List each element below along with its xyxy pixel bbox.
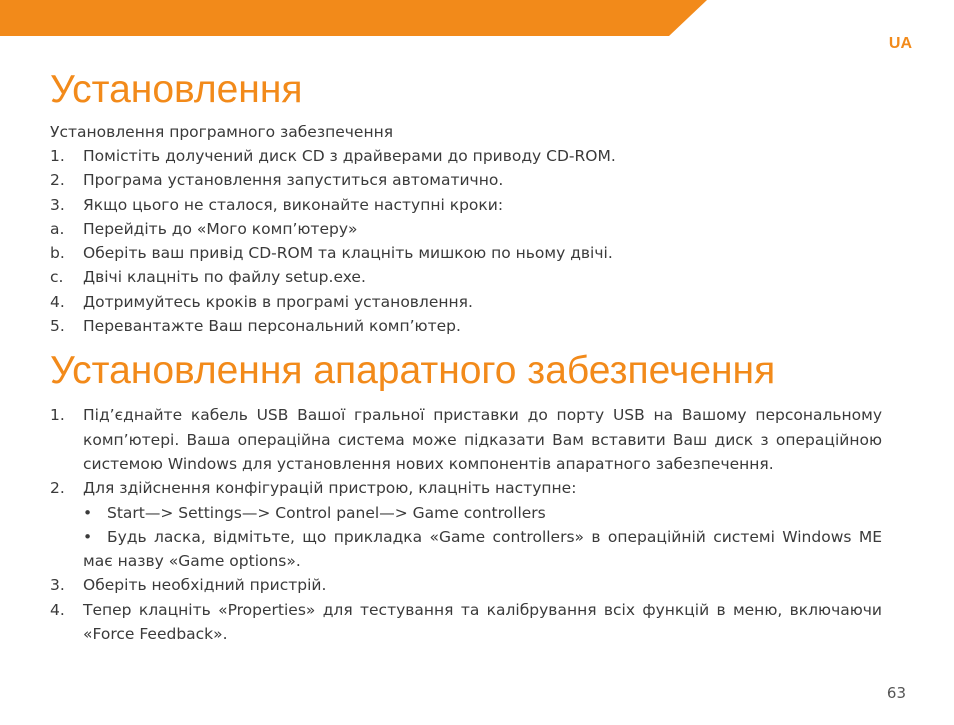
list-item [50,573,882,597]
page-number: 63 [886,684,906,702]
section-title-installation: Установлення [50,68,303,111]
item-number: a. [50,219,65,238]
item-text: Дотримуйтесь кроків в програмі установлення. [83,292,473,311]
item-number: 3. [50,576,65,595]
item-number: 2. [50,171,65,190]
item-text: Для здійснення конфігурацій пристрою, клацніть наступне: [83,479,577,498]
hardware-steps-list [50,403,882,646]
software-steps-list [50,144,882,338]
item-number: b. [50,244,65,263]
item-text: Перевантажте Ваш персональний комп’ютер. [83,317,461,336]
section-title-hardware: Установлення апаратного забезпечення [50,349,776,393]
item-number: 1. [50,406,65,425]
item-number: 4. [50,292,65,311]
bullet-item [50,501,882,525]
bullet-mark: • [83,503,93,522]
list-item [50,403,882,476]
list-item [50,241,882,265]
bullet-row [83,525,882,574]
list-item [50,265,882,289]
indent [50,501,83,525]
item-number: c. [50,268,64,287]
list-item [50,193,882,217]
language-label: UA [888,35,912,52]
list-item [50,598,882,647]
item-text: Перейдіть до «Мого комп’ютеру» [83,219,358,238]
item-number: 5. [50,317,65,336]
header-band [0,0,954,36]
list-item [50,476,882,500]
hardware-section [50,347,882,646]
bullet-text: Start—> Settings—> Control panel—> Game controllers [107,503,546,522]
list-item [50,290,882,314]
item-text: Оберіть ваш привід CD-ROM та клацніть мишкою по ньому двічі. [83,244,613,263]
item-text: Програма установлення запуститься автоматично. [83,171,504,190]
bullet-mark: • [83,527,93,546]
list-item [50,168,882,192]
list-item [50,314,882,338]
indent [50,525,83,574]
item-number: 3. [50,195,65,214]
item-text: Під’єднайте кабель USB Вашої гральної приставки до порту USB на Вашому персональному комп’ютері. Ваша операційна система може підказати Вам вставити Ваш диск з операційною системою Windows для установлення нових компонентів апаратного забезпечення. [83,406,882,473]
page-content [50,66,882,646]
item-text: Оберіть необхідний пристрій. [83,576,327,595]
item-text: Тепер клацніть «Properties» для тестування та калібрування всіх функцій в меню, включаючи «Force Feedback». [83,600,882,644]
bullet-row [83,501,882,525]
bullet-item [50,525,882,574]
bullet-text: Будь ласка, відмітьте, що прикладка «Game controllers» в операційній системі Windows ME має назву «Game options». [83,527,882,571]
list-item [50,144,882,168]
item-text: Помістіть долучений диск CD з драйверами до приводу CD-ROM. [83,147,616,165]
item-text: Якщо цього не сталося, виконайте наступні кроки: [83,195,504,214]
item-number: 4. [50,600,65,619]
item-text: Двічі клацніть по файлу setup.exe. [83,268,366,287]
software-subtitle: Установлення програмного забезпечення [50,123,394,141]
list-item [50,217,882,241]
item-number: 1. [50,147,65,165]
item-number: 2. [50,479,65,498]
